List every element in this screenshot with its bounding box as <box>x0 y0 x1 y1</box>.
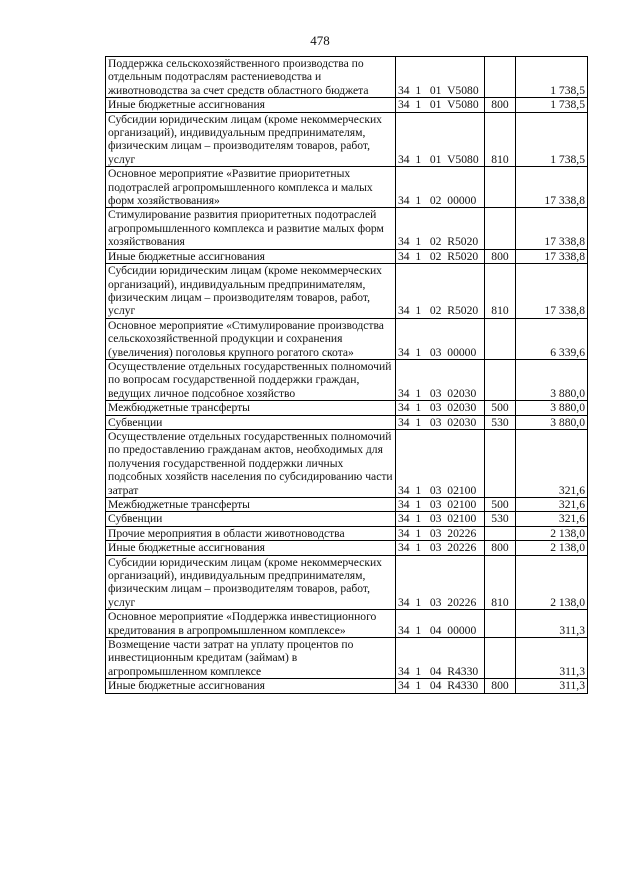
table-row <box>106 638 588 679</box>
row-target-article-cell: 34 1 04 00000 <box>396 610 485 638</box>
row-expense-type-cell <box>485 318 516 359</box>
table-row <box>106 498 588 512</box>
row-amount-cell: 1 738,5 <box>516 112 588 167</box>
row-amount-cell: 3 880,0 <box>516 415 588 429</box>
row-expense-type-cell <box>485 359 516 400</box>
row-expense-type-cell: 800 <box>485 541 516 555</box>
row-name-cell: Осуществление отдельных государственных полномочий по вопросам государственной поддержки граждан, ведущих личное подсобное хозяйство <box>106 359 396 400</box>
row-target-article-cell: 34 1 04 R4330 <box>396 679 485 693</box>
table-row <box>106 526 588 540</box>
row-expense-type-cell: 530 <box>485 415 516 429</box>
row-amount-cell: 311,3 <box>516 638 588 679</box>
row-amount-cell: 17 338,8 <box>516 264 588 319</box>
row-name-cell: Стимулирование развития приоритетных подотраслей агропромышленного комплекса и развитие малых форм хозяйствования <box>106 208 396 249</box>
row-amount-cell: 2 138,0 <box>516 555 588 610</box>
row-name-cell: Осуществление отдельных государственных полномочий по предоставлению гражданам актов, необходимых для получения государственной поддержки личных подсобных хозяйств населения по субсидированию части затрат <box>106 429 396 497</box>
row-target-article-cell: 34 1 03 02030 <box>396 415 485 429</box>
row-name-cell: Иные бюджетные ассигнования <box>106 541 396 555</box>
row-amount-cell: 321,6 <box>516 429 588 497</box>
row-name-cell: Межбюджетные трансферты <box>106 401 396 415</box>
row-expense-type-cell <box>485 526 516 540</box>
row-expense-type-cell: 800 <box>485 249 516 263</box>
row-name-cell: Основное мероприятие «Стимулирование производства сельскохозяйственной продукции и сохранения (увеличения) поголовья крупного рогатого скота» <box>106 318 396 359</box>
row-amount-cell: 321,6 <box>516 512 588 526</box>
row-target-article-cell: 34 1 03 20226 <box>396 555 485 610</box>
table-row <box>106 401 588 415</box>
row-target-article-cell: 34 1 02 R5020 <box>396 249 485 263</box>
row-name-cell: Основное мероприятие «Развитие приоритетных подотраслей агропромышленного комплекса и малых форм хозяйствования» <box>106 167 396 208</box>
row-name-cell: Иные бюджетные ассигнования <box>106 679 396 693</box>
row-expense-type-cell <box>485 57 516 98</box>
row-amount-cell: 1 738,5 <box>516 57 588 98</box>
row-expense-type-cell: 500 <box>485 401 516 415</box>
row-name-cell: Основное мероприятие «Поддержка инвестиционного кредитования в агропромышленном комплексе» <box>106 610 396 638</box>
row-amount-cell: 3 880,0 <box>516 401 588 415</box>
table-row <box>106 512 588 526</box>
row-name-cell: Субвенции <box>106 415 396 429</box>
table-row <box>106 167 588 208</box>
table-row <box>106 208 588 249</box>
row-target-article-cell: 34 1 04 R4330 <box>396 638 485 679</box>
row-amount-cell: 17 338,8 <box>516 208 588 249</box>
row-amount-cell: 311,3 <box>516 679 588 693</box>
row-name-cell: Иные бюджетные ассигнования <box>106 249 396 263</box>
row-expense-type-cell: 800 <box>485 679 516 693</box>
row-amount-cell: 17 338,8 <box>516 249 588 263</box>
table-row <box>106 555 588 610</box>
row-target-article-cell: 34 1 03 02100 <box>396 498 485 512</box>
table-row <box>106 541 588 555</box>
row-target-article-cell: 34 1 03 02100 <box>396 429 485 497</box>
row-target-article-cell: 34 1 03 00000 <box>396 318 485 359</box>
row-expense-type-cell: 530 <box>485 512 516 526</box>
row-expense-type-cell <box>485 208 516 249</box>
row-name-cell: Межбюджетные трансферты <box>106 498 396 512</box>
row-name-cell: Иные бюджетные ассигнования <box>106 98 396 112</box>
row-expense-type-cell <box>485 638 516 679</box>
row-expense-type-cell: 810 <box>485 264 516 319</box>
row-expense-type-cell: 800 <box>485 98 516 112</box>
row-name-cell: Поддержка сельскохозяйственного производства по отдельным подотраслям растениеводства и животноводства за счет средств областного бюджета <box>106 57 396 98</box>
row-expense-type-cell: 500 <box>485 498 516 512</box>
row-target-article-cell: 34 1 01 V5080 <box>396 98 485 112</box>
table-row <box>106 429 588 497</box>
table-row <box>106 415 588 429</box>
row-amount-cell: 2 138,0 <box>516 526 588 540</box>
row-target-article-cell: 34 1 01 V5080 <box>396 112 485 167</box>
row-name-cell: Субсидии юридическим лицам (кроме некоммерческих организаций), индивидуальным предпринимателям, физическим лицам – производителям товаров, работ, услуг <box>106 112 396 167</box>
row-amount-cell: 6 339,6 <box>516 318 588 359</box>
row-target-article-cell: 34 1 03 02030 <box>396 359 485 400</box>
row-target-article-cell: 34 1 01 V5080 <box>396 57 485 98</box>
row-expense-type-cell <box>485 610 516 638</box>
row-expense-type-cell: 810 <box>485 555 516 610</box>
table-row <box>106 57 588 98</box>
page-number: 478 <box>310 33 330 48</box>
budget-table-body <box>106 57 588 694</box>
row-name-cell: Прочие мероприятия в области животноводства <box>106 526 396 540</box>
row-target-article-cell: 34 1 02 R5020 <box>396 208 485 249</box>
table-row <box>106 112 588 167</box>
row-amount-cell: 321,6 <box>516 498 588 512</box>
row-target-article-cell: 34 1 02 R5020 <box>396 264 485 319</box>
row-target-article-cell: 34 1 02 00000 <box>396 167 485 208</box>
row-target-article-cell: 34 1 03 20226 <box>396 526 485 540</box>
table-row <box>106 610 588 638</box>
row-expense-type-cell: 810 <box>485 112 516 167</box>
row-target-article-cell: 34 1 03 02100 <box>396 512 485 526</box>
row-name-cell: Субсидии юридическим лицам (кроме некоммерческих организаций), индивидуальным предпринимателям, физическим лицам – производителям товаров, работ, услуг <box>106 264 396 319</box>
table-row <box>106 249 588 263</box>
row-amount-cell: 311,3 <box>516 610 588 638</box>
row-name-cell: Возмещение части затрат на уплату процентов по инвестиционным кредитам (займам) в агропромышленном комплексе <box>106 638 396 679</box>
row-expense-type-cell <box>485 167 516 208</box>
row-name-cell: Субсидии юридическим лицам (кроме некоммерческих организаций), индивидуальным предпринимателям, физическим лицам – производителям товаров, работ, услуг <box>106 555 396 610</box>
table-row <box>106 98 588 112</box>
row-amount-cell: 3 880,0 <box>516 359 588 400</box>
table-row <box>106 359 588 400</box>
row-name-cell: Субвенции <box>106 512 396 526</box>
table-row <box>106 318 588 359</box>
row-target-article-cell: 34 1 03 20226 <box>396 541 485 555</box>
table-row <box>106 264 588 319</box>
row-amount-cell: 2 138,0 <box>516 541 588 555</box>
row-expense-type-cell <box>485 429 516 497</box>
budget-table <box>105 56 588 694</box>
row-target-article-cell: 34 1 03 02030 <box>396 401 485 415</box>
table-row <box>106 679 588 693</box>
row-amount-cell: 1 738,5 <box>516 98 588 112</box>
row-amount-cell: 17 338,8 <box>516 167 588 208</box>
